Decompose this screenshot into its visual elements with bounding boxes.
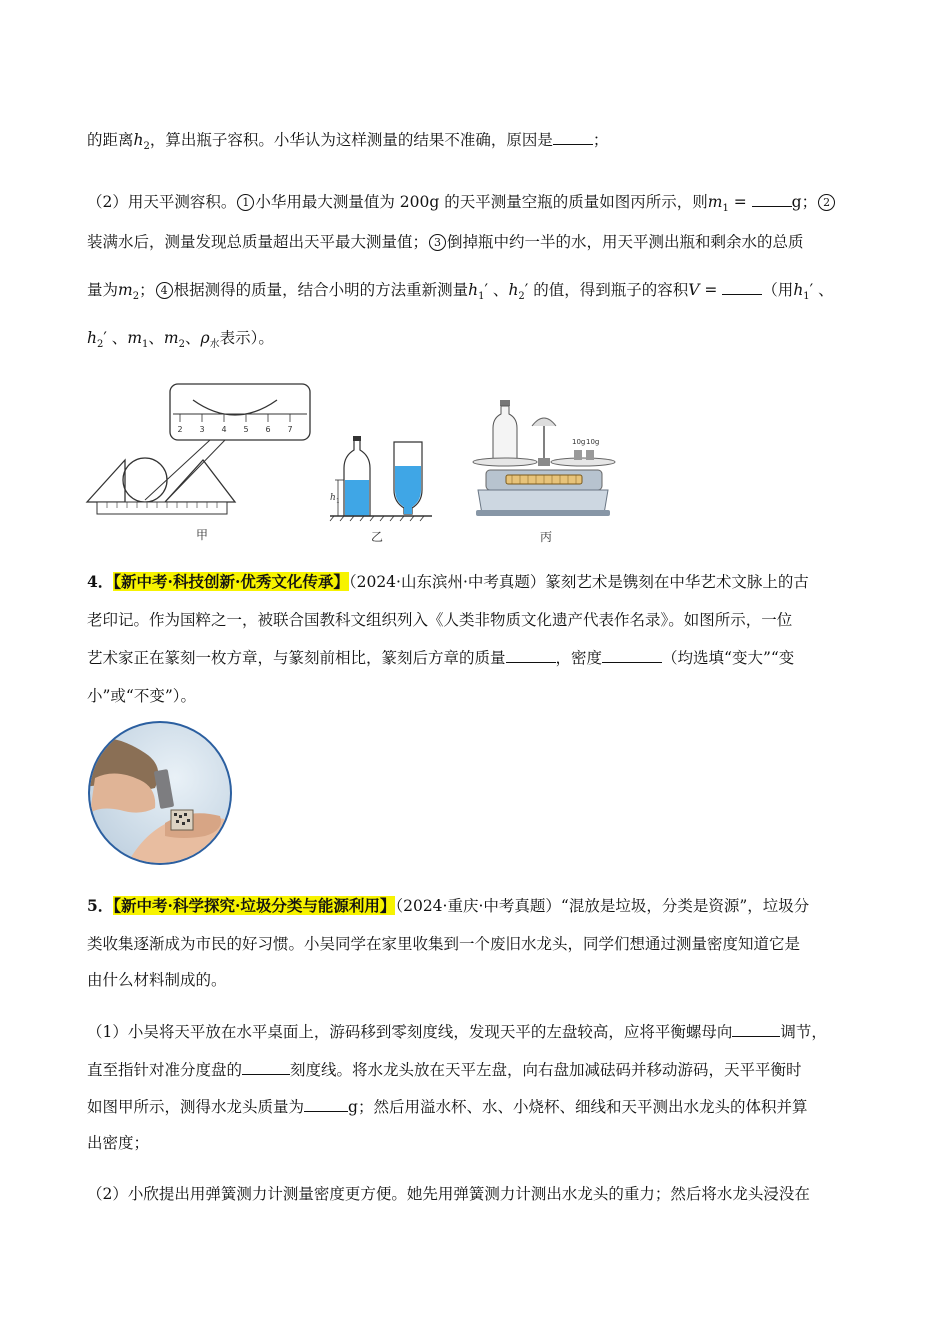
answer-blank[interactable] [732, 1022, 780, 1037]
text: 由什么材料制成的。 [87, 971, 227, 989]
q3-line-1 [87, 130, 608, 157]
caption-yi: 乙 [371, 530, 384, 544]
q5-part1-line-2 [87, 1060, 802, 1080]
q5-part2-line-1 [87, 1184, 810, 1204]
sub: 1 [142, 339, 149, 351]
text: （2024·重庆·中考真题）“混放是垃圾，分类是资源”，垃圾分 [395, 897, 810, 915]
text: （2）小欣提出用弹簧测力计测量密度更方便。她先用弹簧测力计测出水龙头的重力；然后将水龙头浸没在 [87, 1185, 810, 1203]
circled-number: 1 [237, 194, 254, 211]
answer-blank[interactable] [242, 1060, 290, 1075]
q5-part1-line-4 [87, 1133, 149, 1153]
text: 表示）。 [219, 329, 274, 347]
sub: 2 [143, 141, 150, 153]
text: ′ 、 [484, 281, 509, 299]
weight-label: 10g [586, 438, 600, 446]
text: （用 [762, 281, 794, 299]
weight-label: 10g [572, 438, 586, 446]
question-number: 4． [87, 572, 114, 591]
q3-part2-line-4 [87, 328, 274, 355]
text: = [728, 193, 752, 211]
text: 老印记。作为国粹之一，被联合国教科文组织列入《人类非物质文化遗产代表作名录》。如图所示，一位 [87, 611, 793, 629]
q3-part2-line-2 [87, 232, 804, 252]
circled-number: 3 [429, 234, 446, 251]
var-m: m [127, 329, 143, 347]
answer-blank[interactable] [752, 192, 792, 207]
text: 、 [148, 329, 164, 347]
label-h1-sub: 1 [336, 498, 340, 505]
q4-line-3 [87, 648, 794, 668]
q4-line-1 [87, 572, 809, 592]
ruler-tick: 3 [199, 425, 205, 434]
text: = [699, 281, 723, 299]
text: g；然后用溢水杯、水、小烧杯、细线和天平测出水龙头的体积并算 [348, 1098, 808, 1116]
var-h: h [508, 281, 519, 299]
question-number: 5． [87, 896, 114, 915]
figure-yi-bottles [328, 410, 438, 522]
q5-line-3 [87, 970, 227, 990]
text: 量为 [87, 281, 119, 299]
circled-number: 2 [818, 194, 835, 211]
var-h: h [793, 281, 804, 299]
var-h: h [468, 281, 479, 299]
q5-part1-line-3 [87, 1097, 807, 1117]
var-m: m [707, 193, 723, 211]
text: 倒掉瓶中约一半的水，用天平测出瓶和剩余水的总质 [447, 233, 804, 251]
sub: 1 [478, 291, 485, 303]
text: 调节， [780, 1023, 827, 1041]
var-rho: ρ [200, 329, 210, 347]
text: 、 [184, 329, 201, 347]
text: ′ 、 [103, 329, 128, 347]
text: （2024·山东滨州·中考真题）篆刻艺术是镌刻在中华艺术文脉上的古 [348, 573, 809, 591]
answer-blank[interactable] [602, 648, 662, 663]
answer-blank[interactable] [304, 1097, 348, 1112]
text: 艺术家正在篆刻一枚方章，与篆刻前相比，篆刻后方章的质量 [87, 649, 506, 667]
text: 的距离 [87, 131, 134, 149]
figure-jia-diagram [85, 380, 325, 520]
text: ，算出瓶子容积。小华认为这样测量的结果不准确，原因是 [149, 131, 553, 149]
sub: 水 [209, 339, 220, 351]
q3-part2-line-1 [87, 192, 836, 219]
figure-bing-balance [468, 396, 618, 520]
text: （1）小吴将天平放在水平桌面上，游码移到零刻度线，发现天平的左盘较高，应将平衡螺母向 [87, 1023, 733, 1041]
var-m: m [163, 329, 179, 347]
ruler-tick: 2 [177, 425, 183, 434]
q3-part2-line-3 [87, 280, 834, 307]
text: 出密度； [87, 1134, 150, 1152]
circled-number: 4 [156, 282, 173, 299]
label-h1: h [330, 493, 336, 503]
caption-bing: 丙 [540, 530, 553, 544]
text: ，密度 [555, 649, 603, 667]
answer-blank[interactable] [506, 648, 556, 663]
sub: 2 [96, 339, 104, 351]
q5-part1-line-1 [87, 1022, 827, 1042]
q5-line-1 [87, 896, 809, 916]
caption-jia: 甲 [196, 528, 209, 542]
text: 刻度线。将水龙头放在天平左盘，向右盘加减砝码并移动游码，天平平衡时 [290, 1061, 802, 1079]
text: （均选填“变大”“变 [662, 649, 795, 667]
sub: 2 [518, 291, 525, 303]
ruler-tick: 4 [221, 425, 227, 434]
seal-carving-photo [85, 718, 235, 868]
text: 直至指针对准分度盘的 [87, 1061, 243, 1079]
text: （2）用天平测容积。 [87, 193, 237, 211]
sub: 1 [803, 291, 810, 303]
q4-line-4 [87, 686, 196, 706]
question-tag: 【新中考·科学探究·垃圾分类与能源利用】 [113, 896, 396, 915]
answer-blank[interactable] [722, 280, 762, 295]
question-tag: 【新中考·科技创新·优秀文化传承】 [113, 572, 349, 591]
text: ′ 的值，得到瓶子的容积 [524, 281, 689, 299]
ruler-tick: 5 [243, 425, 249, 434]
text: 类收集逐渐成为市民的好习惯。小吴同学在家里收集到一个废旧水龙头，同学们想通过测量密度知道它是 [87, 935, 801, 953]
ruler-tick: 6 [265, 425, 271, 434]
q4-line-2 [87, 610, 792, 630]
text: g； [791, 193, 818, 211]
answer-blank[interactable] [553, 130, 593, 145]
var-v: V [688, 281, 700, 299]
text: 根据测得的质量，结合小明的方法重新测量 [173, 281, 469, 299]
text: 如图甲所示，测得水龙头质量为 [87, 1098, 305, 1116]
text: ； [592, 131, 609, 149]
text: ′ 、 [809, 281, 834, 299]
q5-line-2 [87, 934, 800, 954]
sub: 2 [132, 291, 140, 303]
var-m: m [118, 281, 133, 299]
var-h: h [133, 131, 144, 149]
var-h: h [87, 329, 97, 347]
text: 小”或“不变”）。 [87, 687, 197, 705]
sub: 1 [722, 203, 729, 215]
sub: 2 [178, 339, 185, 351]
text: ； [139, 281, 155, 299]
text: 小华用最大测量值为 200g 的天平测量空瓶的质量如图丙所示，则 [255, 193, 708, 211]
ruler-tick: 7 [287, 425, 293, 434]
text: 装满水后，测量发现总质量超出天平最大测量值； [87, 233, 429, 251]
